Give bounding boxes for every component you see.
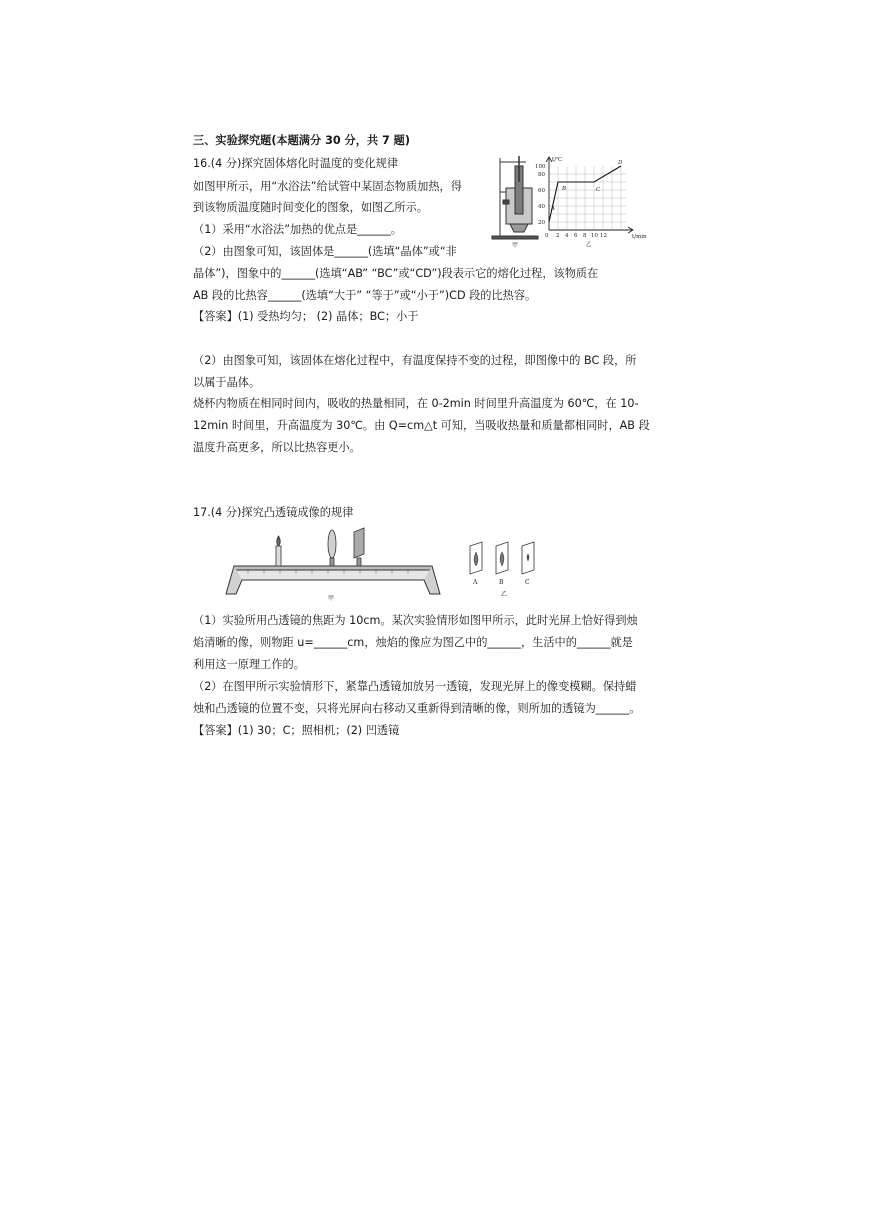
optical-bench [226,566,440,594]
candle [276,536,281,566]
section-title: 三、实验探究题(本题满分 30 分，共 7 题) [193,134,410,147]
q16-answer: 【答案】(1) 受热均匀； (2) 晶体；BC；小于 [193,310,419,323]
y-tick-40: 40 [538,204,545,210]
x-tick-0: 0 [545,233,549,239]
x-tick-10: 10 [591,233,598,239]
q16-explanation-5: 温度升高更多，所以比热容更小。 [193,441,361,454]
point-c-label: C [596,187,601,193]
x-tick-4: 4 [565,233,569,239]
x-tick-6: 6 [574,233,578,239]
y-tick-60: 60 [538,188,545,194]
q17-line-2: 焰清晰的像，则物距 u=______cm，烛焰的像应为图乙中的______，生活中的______就是 [193,636,633,649]
q16-title: 16.(4 分)探究固体熔化时温度的变化规律 [193,157,399,170]
q17-figure [224,526,554,602]
q16-explanation-2: 以属于晶体。 [193,376,261,389]
convex-lens [328,530,336,566]
q16-fig-yi-label: 乙 [586,242,592,248]
q16-line-1: 如图甲所示，用“水浴法”给试管中某固态物质加热，得 [193,180,462,193]
x-tick-12: 12 [600,233,607,239]
q16-explanation-3: 烧杯内物质在相同时间内，吸收的热量相同，在 0-2min 时间里升高温度为 60℃，在 10- [193,397,639,410]
point-b-label: B [562,186,567,192]
water-bath-apparatus [492,156,538,239]
flame-option-b-icon [500,552,504,566]
q16-explanation-4: 12min 时间里，升高温度为 30℃。由 Q=cm△t 可知，当吸收热量和质量都相同时，AB 段 [193,419,650,432]
q16-fig-jia-label: 甲 [512,242,519,248]
flame-option-a-icon [474,552,478,566]
point-d-label: D [618,160,623,166]
point-a-label: A [551,206,555,212]
option-c-label: C [525,579,530,586]
x-tick-8: 8 [583,233,587,239]
q16-line-6: AB 段的比热容______(选填“大于” “等于”或“小于”)CD 段的比热容。 [193,289,537,302]
temperature-time-graph [535,156,647,248]
q17-line-5: 烛和凸透镜的位置不变，只将光屏向右移动又重新得到清晰的像，则所加的透镜为______。 [193,702,641,715]
q16-line-5: 晶体”)，图象中的______(选填“AB” “BC”或“CD”)段表示它的熔化过程，该物质在 [193,267,599,280]
y-tick-20: 20 [538,220,545,226]
option-b-label: B [499,579,504,586]
q16-line-2: 到该物质温度随时间变化的图象，如图乙所示。 [193,201,428,214]
x-axis-label: t/min [632,234,647,240]
y-tick-80: 80 [538,172,545,178]
q16-explanation-1: （2）由图象可知，该固体在熔化过程中，有温度保持不变的过程，即图像中的 BC 段，所 [193,354,637,367]
q17-line-4: （2）在图甲所示实验情形下，紧靠凸透镜加放另一透镜，发现光屏上的像变模糊。保持蜡 [193,680,637,693]
q17-answer: 【答案】(1) 30；C；照相机；(2) 凹透镜 [193,724,400,737]
flame-option-c-icon [527,554,529,561]
q16-line-4: （2）由图象可知，该固体是______(选填“晶体”或“非 [193,245,457,258]
light-screen [354,528,364,566]
x-tick-2: 2 [556,233,560,239]
q17-fig-yi-label: 乙 [501,591,508,598]
q16-figure [486,152,658,248]
y-tick-100: 100 [535,164,546,170]
q16-line-3: （1）采用“水浴法”加热的优点是______。 [193,223,402,236]
q17-line-1: （1）实验所用凸透镜的焦距为 10cm。某次实验情形如图甲所示，此时光屏上恰好得到烛 [193,614,638,627]
y-axis-label: t/℃ [552,157,563,163]
q17-title: 17.(4 分)探究凸透镜成像的规律 [193,506,354,519]
option-a-label: A [473,579,478,586]
q17-line-3: 利用这一原理工作的。 [193,658,305,671]
q17-fig-jia-label: 甲 [328,595,335,602]
